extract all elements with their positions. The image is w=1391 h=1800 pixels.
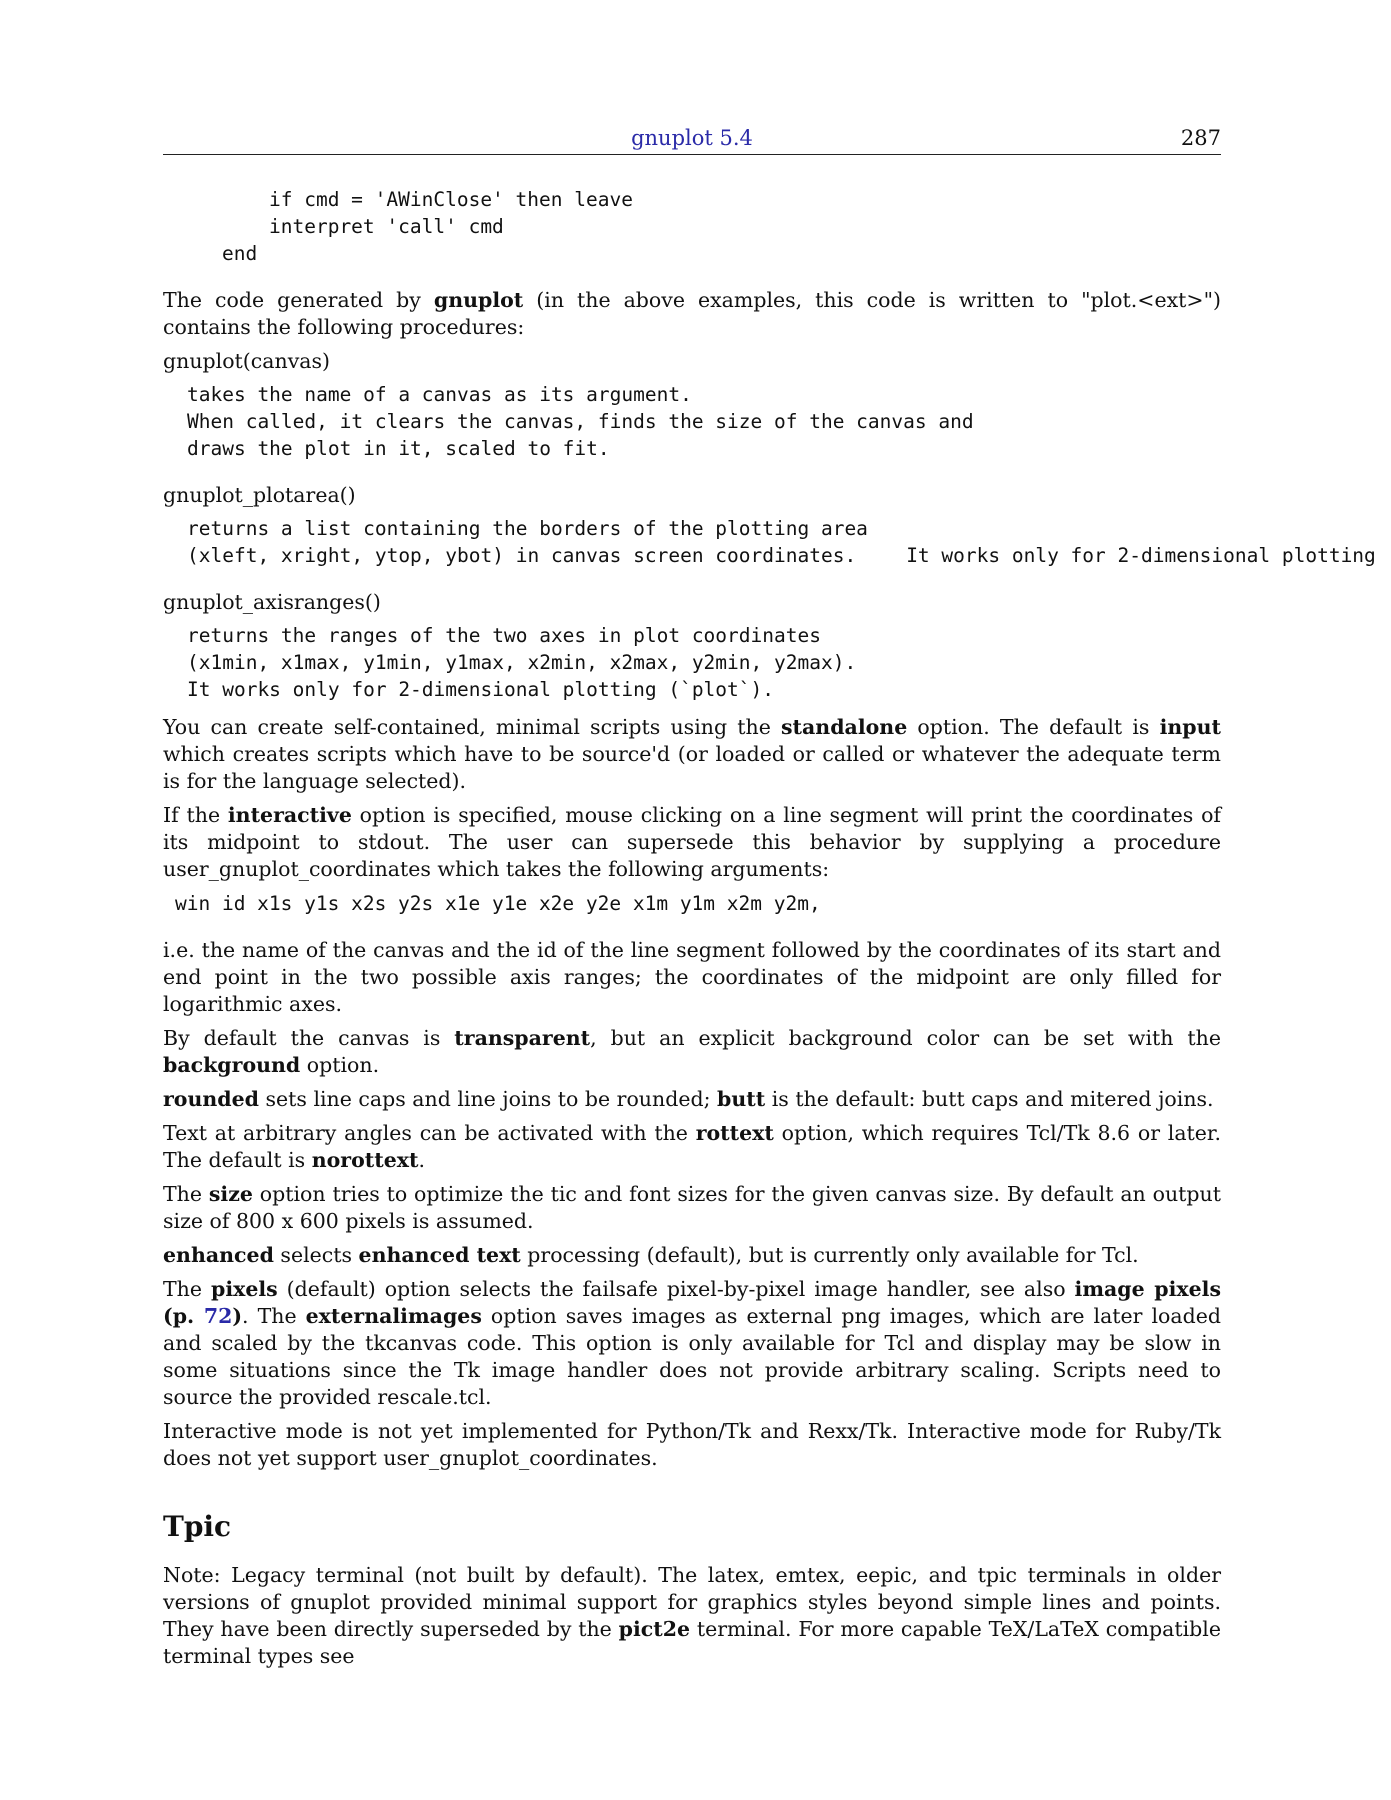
interactive-mode-paragraph: Interactive mode is not yet implemented for Python/Tk and Rexx/Tk. Interactive mode for Ruby/Tk does not yet support user_gnuplot_coordinates. <box>163 1419 1221 1470</box>
overflow-text: It works only for 2-dimensional plotting <box>906 544 1376 567</box>
intro-paragraph: The code generated by gnuplot (in the above examples, this code is written to "plot.<ext>") contains the following procedures: <box>163 288 1221 339</box>
rottext-paragraph: Text at arbitrary angles can be activated with the rottext option, which requires Tcl/Tk 8.6 or later. The default is norottext. <box>163 1121 1221 1172</box>
interactive-paragraph: If the interactive option is specified, mouse clicking on a line segment will print the coordinates of its midpoint to stdout. The user can supersede this behavior by supplying a procedure user_gnuplot_coordinates which takes the following arguments: <box>163 803 1221 881</box>
page-reference-link[interactable]: 72 <box>203 1304 233 1328</box>
procedure-name: gnuplot(canvas) <box>163 349 331 373</box>
tpic-paragraph: Note: Legacy terminal (not built by default). The latex, emtex, eepic, and tpic terminals in older versions of gnuplot provided minimal support for graphics styles beyond simple lines and points. They have been directly superseded by the pict2e terminal. For more capable TeX/LaTeX compatible terminal types see <box>163 1563 1221 1668</box>
section-heading: Tpic <box>163 1510 232 1543</box>
procedure-plotarea <box>163 482 1376 569</box>
procedure-description: takes the name of a canvas as its argument. When called, it clears the canvas, finds the size of the canvas and draws the plot in it, scaled to fit. <box>187 383 974 460</box>
procedure-gnuplot <box>163 348 1221 462</box>
procedure-axisranges <box>163 589 1221 703</box>
standalone-paragraph: You can create self-contained, minimal scripts using the standalone option. The default is input which creates scripts which have to be source'd (or loaded or called or whatever the adequate term is for the language selected). <box>163 715 1221 793</box>
page-number: 287 <box>1180 126 1221 150</box>
code-line: if cmd = 'AWinClose' then leave <box>269 188 633 211</box>
pixels-paragraph: The pixels (default) option selects the failsafe pixel-by-pixel image handler, see also image pixels (p. 72). The externalimages option saves images as external png images, which are later loaded and scaled by the tkcanvas code. This option is only available for Tcl and display may be slow in some situations since the Tk image handler does not provide arbitrary scaling. Scripts need to source the provided rescale.tcl. <box>163 1277 1221 1409</box>
doc-title[interactable]: gnuplot 5.4 <box>631 126 753 150</box>
rounded-paragraph: rounded sets line caps and line joins to be rounded; butt is the default: butt caps and mitered joins. <box>163 1087 1214 1111</box>
procedure-description: returns the ranges of the two axes in plot coordinates (x1min, x1max, y1min, y1max, x2min, x2max, y2min, y2max). It works only for 2-dimensional plotting (`plot`). <box>187 624 857 701</box>
procedure-description: returns a list containing the borders of the plotting area (xleft, xright, ytop, ybot) in canvas screen coordinates. It works only for 2-dimensional plotting <box>187 517 1376 567</box>
code-line: end <box>222 242 258 265</box>
procedure-name: gnuplot_axisranges() <box>163 590 381 614</box>
page-content <box>163 186 1376 1670</box>
running-header <box>163 122 1221 155</box>
transparent-paragraph: By default the canvas is transparent, but an explicit background color can be set with the background option. <box>163 1026 1221 1077</box>
ie-paragraph: i.e. the name of the canvas and the id of the line segment followed by the coordinates of its start and end point in the two possible axis ranges; the coordinates of the midpoint are only filled for logarithmic axes. <box>163 938 1221 1016</box>
arguments-line: win id x1s y1s x2s y2s x1e y1e x2e y2e x1m y1m x2m y2m, <box>175 892 821 915</box>
size-paragraph: The size option tries to optimize the tic and font sizes for the given canvas size. By default an output size of 800 x 600 pixels is assumed. <box>163 1182 1221 1233</box>
code-line: interpret 'call' cmd <box>269 215 504 238</box>
enhanced-paragraph: enhanced selects enhanced text processing (default), but is currently only available for Tcl. <box>163 1243 1139 1267</box>
procedure-name: gnuplot_plotarea() <box>163 483 356 507</box>
code-block-top <box>163 186 1221 267</box>
